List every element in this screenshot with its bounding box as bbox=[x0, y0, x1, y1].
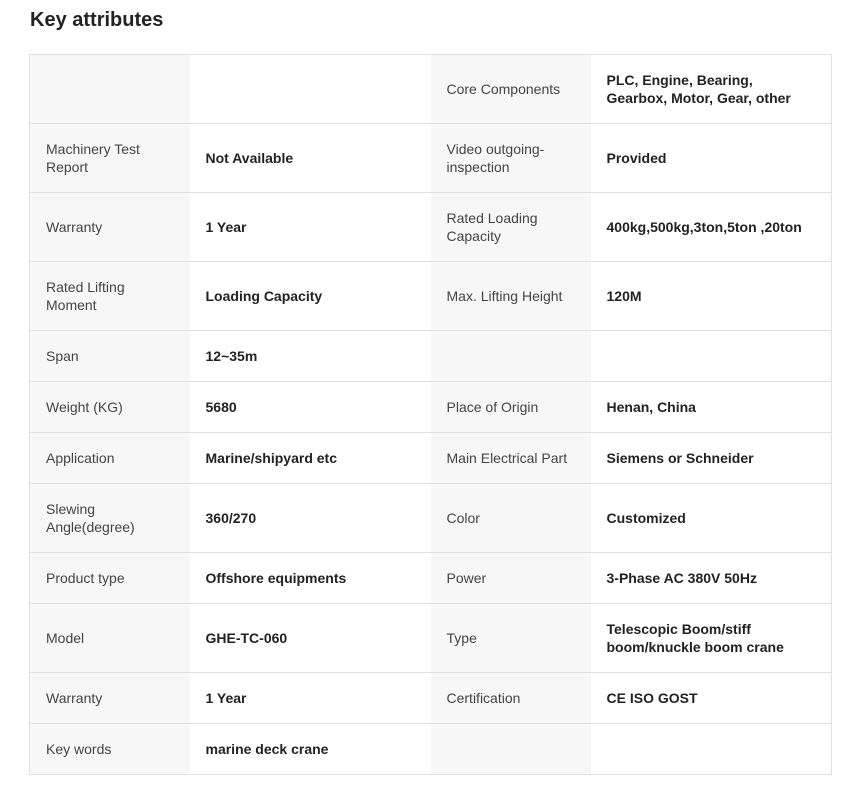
table-row bbox=[30, 262, 832, 331]
table-row bbox=[30, 55, 832, 124]
attribute-value: Telescopic Boom/stiff boom/knuckle boom crane bbox=[591, 604, 832, 673]
attribute-label: Place of Origin bbox=[431, 382, 591, 433]
attribute-value: 120M bbox=[591, 262, 832, 331]
attribute-value: Henan, China bbox=[591, 382, 832, 433]
attribute-label: Slewing Angle(degree) bbox=[30, 484, 190, 553]
attribute-value bbox=[591, 331, 832, 382]
attribute-label: Rated Loading Capacity bbox=[431, 193, 591, 262]
attribute-value bbox=[591, 724, 832, 775]
key-attributes-table bbox=[29, 54, 832, 775]
table-row bbox=[30, 673, 832, 724]
attribute-value bbox=[190, 55, 431, 124]
table-row bbox=[30, 382, 832, 433]
attribute-label: Core Components bbox=[431, 55, 591, 124]
table-row bbox=[30, 124, 832, 193]
table-row bbox=[30, 724, 832, 775]
attribute-label bbox=[431, 331, 591, 382]
attribute-value: CE ISO GOST bbox=[591, 673, 832, 724]
attribute-label: Span bbox=[30, 331, 190, 382]
attribute-label: Type bbox=[431, 604, 591, 673]
attribute-label: Product type bbox=[30, 553, 190, 604]
attribute-label: Power bbox=[431, 553, 591, 604]
attribute-value: 12~35m bbox=[190, 331, 431, 382]
attribute-value: 400kg,500kg,3ton,5ton ,20ton bbox=[591, 193, 832, 262]
section-title: Key attributes bbox=[30, 9, 164, 31]
attribute-value: PLC, Engine, Bearing, Gearbox, Motor, Gear, other bbox=[591, 55, 832, 124]
attribute-label: Color bbox=[431, 484, 591, 553]
attribute-label: Max. Lifting Height bbox=[431, 262, 591, 331]
table-row bbox=[30, 193, 832, 262]
attribute-label: Warranty bbox=[30, 193, 190, 262]
table-row bbox=[30, 331, 832, 382]
attribute-label: Certification bbox=[431, 673, 591, 724]
table-row bbox=[30, 433, 832, 484]
attribute-label: Main Electrical Part bbox=[431, 433, 591, 484]
table-row bbox=[30, 604, 832, 673]
attribute-value: marine deck crane bbox=[190, 724, 431, 775]
attribute-value: 3-Phase AC 380V 50Hz bbox=[591, 553, 832, 604]
attribute-label: Weight (KG) bbox=[30, 382, 190, 433]
attribute-label: Warranty bbox=[30, 673, 190, 724]
attribute-label: Rated Lifting Moment bbox=[30, 262, 190, 331]
attribute-value: Provided bbox=[591, 124, 832, 193]
attribute-value: GHE-TC-060 bbox=[190, 604, 431, 673]
attribute-value: Marine/shipyard etc bbox=[190, 433, 431, 484]
attribute-value: 360/270 bbox=[190, 484, 431, 553]
attribute-value: Customized bbox=[591, 484, 832, 553]
table-row bbox=[30, 484, 832, 553]
attribute-label bbox=[431, 724, 591, 775]
attribute-value: Loading Capacity bbox=[190, 262, 431, 331]
attribute-value: Siemens or Schneider bbox=[591, 433, 832, 484]
attribute-value: Not Available bbox=[190, 124, 431, 193]
attribute-label: Model bbox=[30, 604, 190, 673]
attribute-value: 1 Year bbox=[190, 193, 431, 262]
attribute-label: Application bbox=[30, 433, 190, 484]
attribute-label: Key words bbox=[30, 724, 190, 775]
attribute-value: 5680 bbox=[190, 382, 431, 433]
attribute-label bbox=[30, 55, 190, 124]
attribute-value: 1 Year bbox=[190, 673, 431, 724]
attribute-label: Video outgoing-inspection bbox=[431, 124, 591, 193]
attribute-label: Machinery Test Report bbox=[30, 124, 190, 193]
attribute-value: Offshore equipments bbox=[190, 553, 431, 604]
table-row bbox=[30, 553, 832, 604]
